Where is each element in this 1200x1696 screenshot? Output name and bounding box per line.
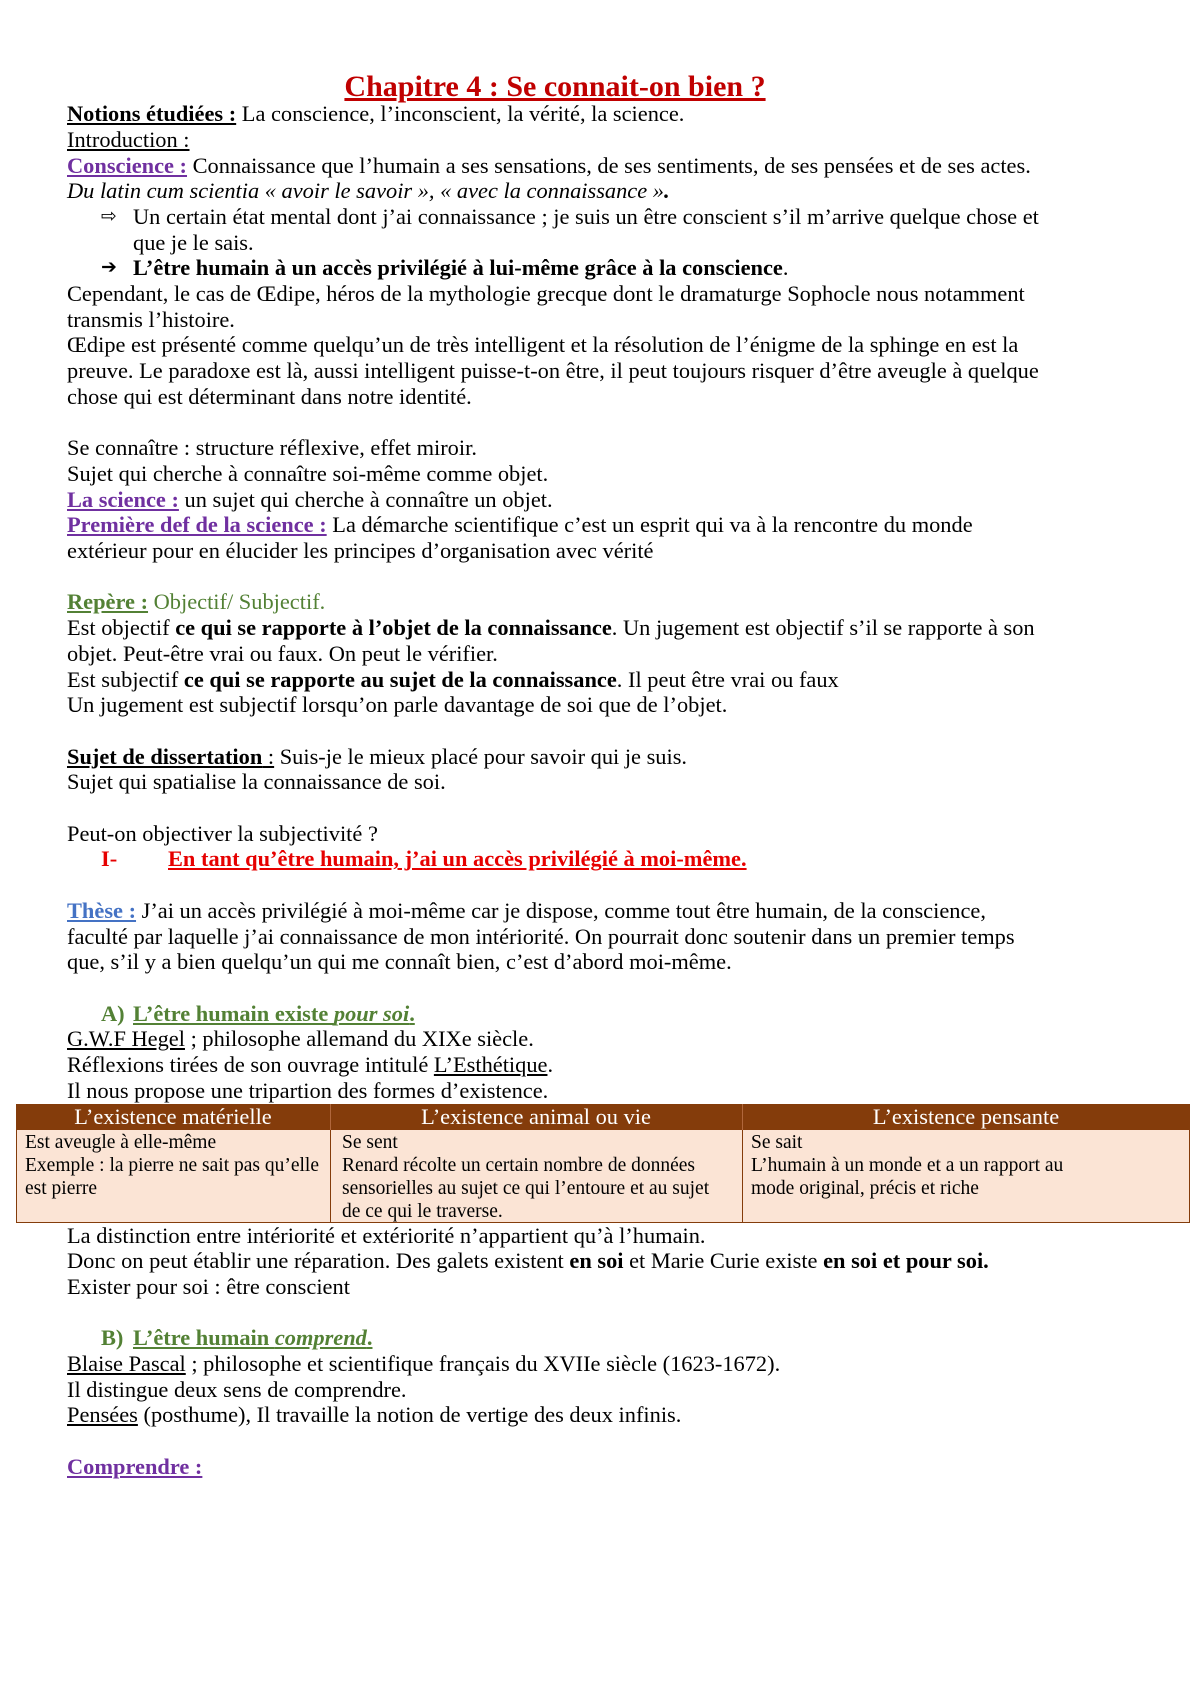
subjectif-continuation: Un jugement est subjectif lorsqu’on parle davantage de soi que de l’objet. (67, 692, 728, 718)
table-cell-animal (342, 1130, 709, 1224)
table-header-cell-material: L’existence matérielle (74, 1103, 272, 1129)
table-column-divider (742, 1130, 743, 1223)
objectif-definition: ce qui se rapporte à l’objet de la connaissance (175, 615, 612, 641)
document-body (25, 70, 1064, 1480)
pensees-line (67, 1402, 1043, 1428)
science-definition-line (67, 512, 1043, 538)
subjectif-after: . Il peut être vrai ou faux (616, 666, 839, 692)
dissertation-note: Sujet qui spatialise la connaissance de soi. (67, 769, 446, 795)
reflexive-line: Se connaître : structure réflexive, effet miroir. (67, 435, 477, 461)
section-b-title-end: . (366, 1325, 373, 1351)
separation-before: Donc on peut établir une réparation. Des galets existent (67, 1248, 570, 1274)
objectif-continuation: objet. Peut-être vrai ou faux. On peut le vérifier. (67, 640, 498, 666)
blank-line (67, 1300, 1043, 1326)
reflexive-line: Sujet qui cherche à connaître soi-même comme objet. (67, 460, 549, 486)
part-1-heading (67, 846, 1043, 872)
oedipe-line: Cependant, le cas de Œdipe, héros de la mythologie grecque dont le dramaturge Sophocle nous notamment (67, 281, 1025, 307)
pascal-name: Blaise Pascal (67, 1351, 186, 1377)
table-cell-line: est pierre (25, 1178, 98, 1200)
dissertation-colon: : (262, 743, 275, 769)
section-a-title: L’être humain existe (133, 1000, 334, 1026)
section-a-title-emphasis: pour soi (333, 1000, 410, 1026)
science-label: La science : (67, 486, 179, 512)
point-1-text: Un certain état mental dont j’ai connaissance ; je suis un être conscient s’il m’arrive quelque chose et (133, 203, 1039, 229)
blank-line (67, 564, 1043, 590)
table-cell-line: mode original, précis et riche (751, 1178, 979, 1200)
blank-line (67, 872, 1043, 898)
table-cell-line: L’humain à un monde et a un rapport au (751, 1155, 1064, 1177)
dissertation-line (67, 744, 1043, 770)
comprendre-distinction-line: Il distingue deux sens de comprendre. (67, 1376, 407, 1402)
introduction-line (67, 127, 1043, 153)
separation-bold-2: en soi et pour soi. (823, 1248, 989, 1274)
part-1-number: I- (101, 846, 118, 872)
esthetique-intro: Réflexions tirées de son ouvrage intitulé (67, 1052, 434, 1078)
table-row (16, 1130, 1190, 1223)
point-1-text: que je le sais. (133, 229, 254, 255)
etymology-line (67, 178, 1043, 204)
table-cell-line: de ce qui le traverse. (342, 1201, 503, 1223)
section-b-title-emphasis: comprend (274, 1325, 367, 1351)
section-a-title-end: . (409, 1000, 415, 1026)
esthetique-end: . (547, 1052, 554, 1078)
conscience-line (67, 153, 1043, 179)
science-text: un sujet qui cherche à connaître un objet. (178, 486, 553, 512)
hegel-name: G.W.F Hegel (67, 1026, 185, 1052)
section-b-title: L’être humain (133, 1325, 275, 1351)
table-border-right (1189, 1130, 1190, 1223)
these-label: Thèse : (67, 897, 137, 923)
science-definition-continuation: extérieur pour en élucider les principes d’organisation avec vérité (67, 538, 654, 564)
blank-line (67, 718, 1043, 744)
table-border-left (16, 1130, 17, 1223)
blank-line (67, 975, 1043, 1001)
these-text: J’ai un accès privilégié à moi-même car je dispose, comme tout être humain, de la conscience, (136, 897, 986, 923)
part-1-title: En tant qu’être humain, j’ai un accès privilégié à moi-même. (168, 846, 747, 872)
point-2-end: . (782, 255, 789, 281)
section-b-heading (67, 1325, 1043, 1351)
objectif-line (67, 615, 1043, 641)
separation-line (67, 1248, 1043, 1274)
notions-line (67, 101, 1043, 127)
comprendre-line (67, 1454, 1043, 1480)
chapter-title: Chapitre 4 : Se connait-on bien ? (344, 70, 766, 103)
distinction-line: La distinction entre intériorité et extériorité n’appartient qu’à l’humain. (67, 1222, 706, 1248)
objectif-after: . Un jugement est objectif s’il se rapporte à son (611, 615, 1035, 641)
table-header-cell-animal: L’existence animal ou vie (421, 1103, 651, 1129)
comprendre-label: Comprendre : (67, 1453, 203, 1479)
subjectif-definition: ce qui se rapporte au sujet de la connaissance (183, 666, 617, 692)
pensees-info: (posthume), Il travaille la notion de vertige des deux infinis. (137, 1402, 682, 1428)
conscience-definition: Connaissance que l’humain a ses sensations, de ses sentiments, de ses pensées et de ses actes. (187, 152, 1031, 178)
notions-text: La conscience, l’inconscient, la vérité, la science. (236, 101, 685, 127)
section-b-marker: B) (101, 1325, 124, 1351)
tripartition-line: Il nous propose une tripartion des formes d’existence. (67, 1077, 549, 1103)
oedipe-line: transmis l’histoire. (67, 306, 235, 332)
blank-line (67, 410, 1043, 436)
these-continuation: que, s’il y a bien quelqu’un qui me connaît bien, c’est d’abord moi-même. (67, 949, 732, 975)
point-2-line (67, 255, 1043, 281)
separation-middle: et Marie Curie existe (623, 1248, 824, 1274)
hegel-line (67, 1026, 1043, 1052)
subjectif-line (67, 667, 1043, 693)
table-cell-line: Est aveugle à elle-même (25, 1132, 217, 1154)
table-cell-line: Renard récolte un certain nombre de données (342, 1155, 696, 1177)
blank-line (67, 1428, 1043, 1454)
section-a-marker: A) (101, 1000, 125, 1026)
bold-arrow-icon: ➔ (101, 256, 117, 279)
dissertation-subject: Suis-je le mieux placé pour savoir qui je suis. (274, 743, 688, 769)
separation-bold-1: en soi (569, 1248, 624, 1274)
these-line (67, 898, 1043, 924)
etymology-text: Du latin cum scientia « avoir le savoir », « avec la connaissance » (67, 178, 664, 204)
oedipe-line: Œdipe est présenté comme quelqu’un de très intelligent et la résolution de l’énigme de la sphinge en est la (67, 332, 1019, 358)
existence-forms-table (16, 1104, 1190, 1223)
point-1-line (67, 204, 1043, 230)
subjectif-before: Est subjectif (67, 666, 184, 692)
introduction-label: Introduction : (67, 126, 190, 152)
exister-definition-line: Exister pour soi : être conscient (67, 1273, 350, 1299)
dissertation-label: Sujet de dissertation (67, 743, 263, 769)
pensees-title: Pensées (67, 1402, 138, 1428)
hegel-info: ; philosophe allemand du XIXe siècle. (184, 1026, 534, 1052)
section-a-heading (67, 1001, 1043, 1027)
pascal-line (67, 1351, 1043, 1377)
table-cell-material (25, 1130, 319, 1201)
point-2-text: L’être humain à un accès privilégié à lui-même grâce à la conscience (133, 255, 783, 281)
table-header-divider (330, 1104, 331, 1130)
conscience-label: Conscience : (67, 152, 188, 178)
these-continuation: faculté par laquelle j’ai connaissance de mon intériorité. On pourrait donc soutenir dans un premier temps (67, 923, 1015, 949)
dissertation-question: Peut-on objectiver la subjectivité ? (67, 820, 378, 846)
science-definition-text: La démarche scientifique c’est un esprit qui va à la rencontre du monde (326, 512, 973, 538)
oedipe-line: preuve. Le paradoxe est là, aussi intelligent puisse-t-on être, il peut toujours risquer d’être aveugle à quelque (67, 358, 1039, 384)
pascal-info: ; philosophe et scientifique français du XVIIe siècle (1623-1672). (185, 1351, 781, 1377)
science-definition-label: Première def de la science : (67, 512, 327, 538)
point-1-continuation (67, 230, 1043, 256)
table-column-divider (330, 1130, 331, 1223)
blank-line (67, 795, 1043, 821)
chapter-title-line (67, 72, 1043, 101)
etymology-end: . (663, 178, 670, 204)
table-header-cell-thinking: L’existence pensante (872, 1103, 1060, 1129)
table-header-row (16, 1104, 1190, 1130)
esthetique-line (67, 1052, 1043, 1078)
table-cell-line: Se sent (342, 1132, 398, 1154)
oedipe-line: chose qui est déterminant dans notre identité. (67, 383, 472, 409)
science-line (67, 487, 1043, 513)
table-cell-line: sensorielles au sujet ce qui l’entoure et au sujet (342, 1178, 710, 1200)
table-header-divider (742, 1104, 743, 1130)
table-cell-line: Exemple : la pierre ne sait pas qu’elle (25, 1155, 320, 1177)
repere-label: Repère : (67, 589, 149, 615)
notions-label: Notions étudiées : (67, 101, 237, 127)
table-cell-line: Se sait (751, 1132, 803, 1154)
objectif-before: Est objectif (67, 615, 176, 641)
repere-line (67, 589, 1043, 615)
repere-text: Objectif/ Subjectif. (148, 589, 326, 615)
table-cell-thinking (751, 1130, 1063, 1201)
esthetique-title: L’Esthétique (433, 1052, 548, 1078)
outlined-arrow-icon: ⇨ (101, 204, 117, 227)
